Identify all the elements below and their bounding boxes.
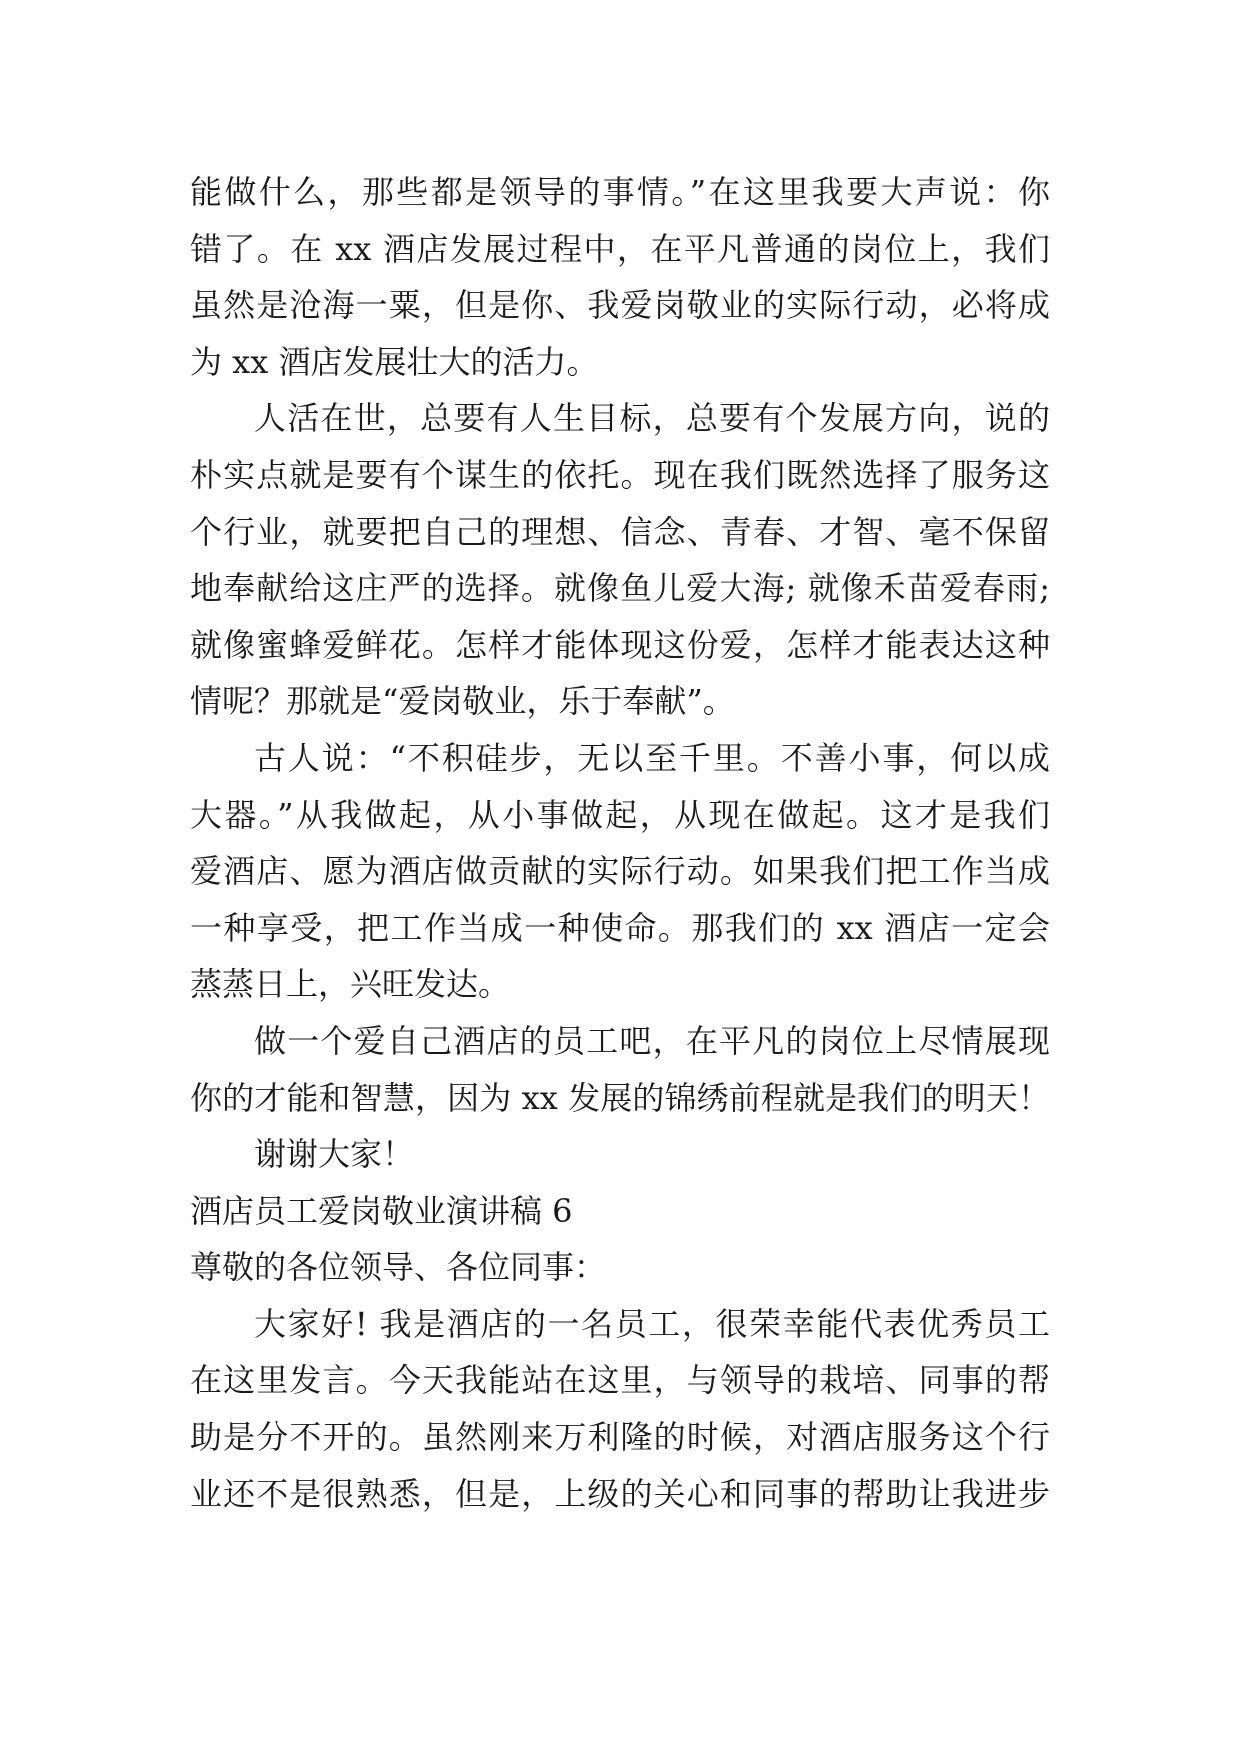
text-line: 虽然是沧海一粟，但是你、我爱岗敬业的实际行动，必将成 bbox=[190, 286, 1050, 325]
text-line: 在这里发言。今天我能站在这里，与领导的栽培、同事的帮 bbox=[190, 1361, 1050, 1400]
text-line: 古人说：“不积硅步，无以至千里。不善小事，何以成 bbox=[254, 738, 1050, 777]
text-line: 酒店员工爱岗敬业演讲稿 6 bbox=[190, 1191, 573, 1230]
text-line: 朴实点就是要有个谋生的依托。现在我们既然选择了服务这 bbox=[190, 455, 1050, 494]
text-line: 大家好! 我是酒店的一名员工，很荣幸能代表优秀员工 bbox=[254, 1304, 1050, 1343]
document-body bbox=[190, 164, 1050, 1522]
text-line: 大器。”从我做起，从小事做起，从现在做起。这才是我们 bbox=[190, 795, 1050, 834]
text-line: 业还不是很熟悉，但是，上级的关心和同事的帮助让我进步 bbox=[190, 1474, 1050, 1513]
text-line: 谢谢大家！ bbox=[254, 1135, 415, 1174]
text-line: 情呢？那就是“爱岗敬业，乐于奉献”。 bbox=[190, 682, 735, 721]
text-line: 蒸蒸日上，兴旺发达。 bbox=[190, 965, 511, 1004]
text-line: 做一个爱自己酒店的员工吧，在平凡的岗位上尽情展现 bbox=[254, 1021, 1050, 1060]
text-line: 人活在世，总要有人生目标，总要有个发展方向，说的 bbox=[254, 399, 1050, 438]
text-line: 错了。在 xx 酒店发展过程中，在平凡普通的岗位上，我们 bbox=[190, 229, 1050, 268]
text-line: 尊敬的各位领导、各位同事： bbox=[190, 1248, 607, 1287]
text-line: 个行业，就要把自己的理想、信念、青春、才智、毫不保留 bbox=[190, 512, 1050, 551]
text-line: 助是分不开的。虽然刚来万利隆的时候，对酒店服务这个行 bbox=[190, 1418, 1050, 1457]
text-line: 能做什么，那些都是领导的事情。”在这里我要大声说：你 bbox=[190, 173, 1050, 211]
text-line: 就像蜜蜂爱鲜花。怎样才能体现这份爱，怎样才能表达这种 bbox=[190, 625, 1050, 664]
text-line: 爱酒店、愿为酒店做贡献的实际行动。如果我们把工作当成 bbox=[190, 852, 1050, 891]
text-line: 一种享受，把工作当成一种使命。那我们的 xx 酒店一定会 bbox=[190, 908, 1050, 947]
text-line: 你的才能和智慧，因为 xx 发展的锦绣前程就是我们的明天！ bbox=[190, 1078, 1050, 1117]
text-line: 地奉献给这庄严的选择。就像鱼儿爱大海; 就像禾苗爱春雨; bbox=[190, 569, 1050, 608]
text-line: 为 xx 酒店发展壮大的活力。 bbox=[190, 342, 599, 381]
